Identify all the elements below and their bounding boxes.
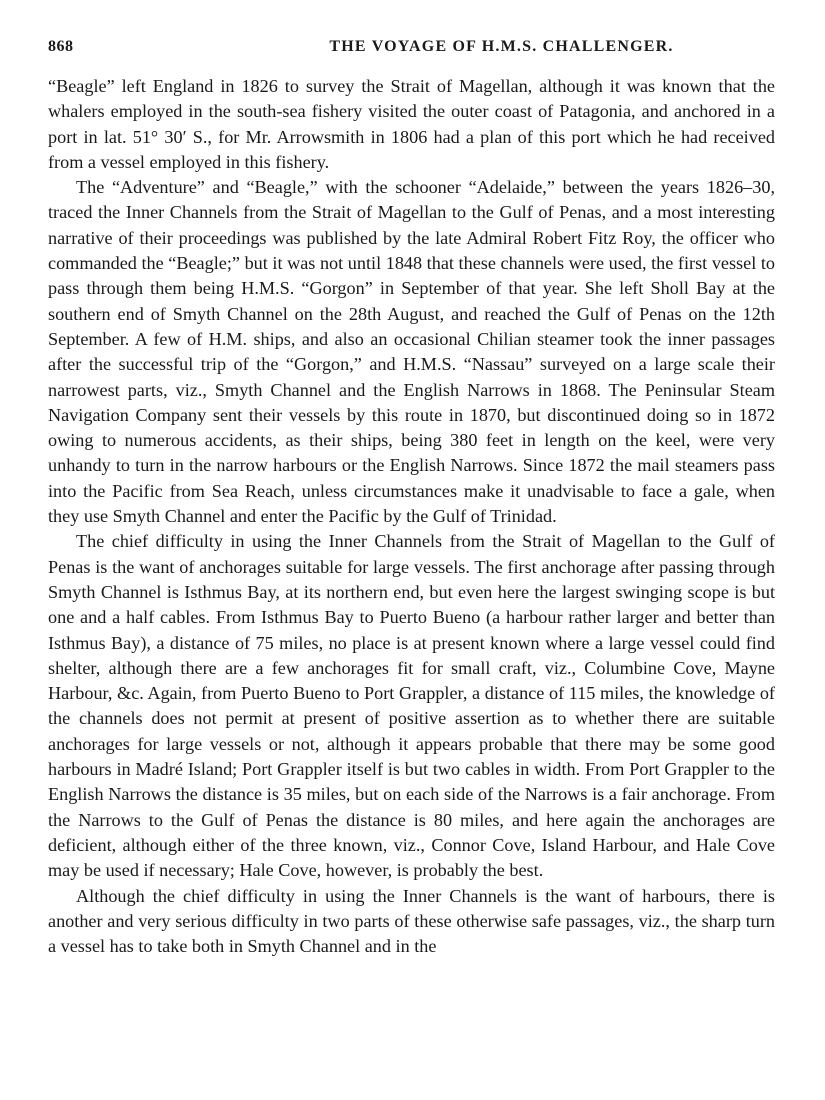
paragraph-chief-difficulty: The chief difficulty in using the Inner Channels from the Strait of Magellan to the Gulf of Penas is the want of anchorages suitable for large vessels. The first anchorage after passing through Smyth Channel is Isthmus Bay, at its northern end, but even here the largest swinging scope is but one and a half cables. From Isthmus Bay to Puerto Bueno (a harbour rather larger and better than Isthmus Bay), a distance of 75 miles, no place is at present known where a large vessel could find shelter, although there are a few anchorages fit for small craft, viz., Columbine Cove, Mayne Harbour, &c. Again, from Puerto Bueno to Port Grappler, a distance of 115 miles, the knowledge of the channels does not permit at present of positive assertion as to whether there are suitable anchorages for large vessels or not, although it appears probable that there may be some good harbours in Madré Island; Port Grappler itself is but two cables in width. From Port Grappler to the English Narrows the distance is 35 miles, but on each side of the Narrows is a fair anchorage. From the Narrows to the Gulf of Penas the distance is 80 miles, and here again the anchorages are deficient, although either of the three known, viz., Connor Cove, Island Harbour, and Hale Cove may be used if necessary; Hale Cove, however, is probably the best. <box>48 531 775 881</box>
page-number: 868 <box>48 38 74 55</box>
running-head <box>48 38 775 62</box>
paragraph-beagle-continued: “Beagle” left England in 1826 to survey the Strait of Magellan, although it was known that the whalers employed in the south-sea fishery visited the outer coast of Patagonia, and anchored in a port in lat. 51° 30′ S., for Mr. Arrowsmith in 1806 had a plan of this port which he had received from a vessel employed in this fishery. <box>48 76 775 172</box>
body-text <box>48 74 775 959</box>
paragraph-adventure-beagle: The “Adventure” and “Beagle,” with the schooner “Adelaide,” between the years 1826–30, traced the Inner Channels from the Strait of Magellan to the Gulf of Penas, and a most interesting narrative of their proceedings was published by the late Admiral Robert Fitz Roy, the officer who commanded the “Beagle;” but it was not until 1848 that these channels were used, the first vessel to pass through them being H.M.S. “Gorgon” in September of that year. She left Sholl Bay at the southern end of Smyth Channel on the 28th August, and reached the Gulf of Penas on the 12th September. A few of H.M. ships, and also an occasional Chilian steamer took the inner passages after the successful trip of the “Gorgon,” and H.M.S. “Nassau” surveyed on a large scale their narrowest parts, viz., Smyth Channel and the English Narrows in 1868. The Peninsular Steam Navigation Company sent their vessels by this route in 1870, but discontinued doing so in 1872 owing to numerous accidents, as their ships, being 380 feet in length on the keel, were very unhandy to turn in the narrow harbours or the English Narrows. Since 1872 the mail steamers pass into the Pacific from Sea Reach, unless circumstances make it unadvisable to face a gale, when they use Smyth Channel and enter the Pacific by the Gulf of Trinidad. <box>48 177 775 527</box>
running-title: THE VOYAGE OF H.M.S. CHALLENGER. <box>329 38 674 55</box>
paragraph-sharp-turn: Although the chief difficulty in using the Inner Channels is the want of harbours, there is another and very serious difficulty in two parts of these otherwise safe passages, viz., the sharp turn a vessel has to take both in Smyth Channel and in the <box>48 885 775 957</box>
